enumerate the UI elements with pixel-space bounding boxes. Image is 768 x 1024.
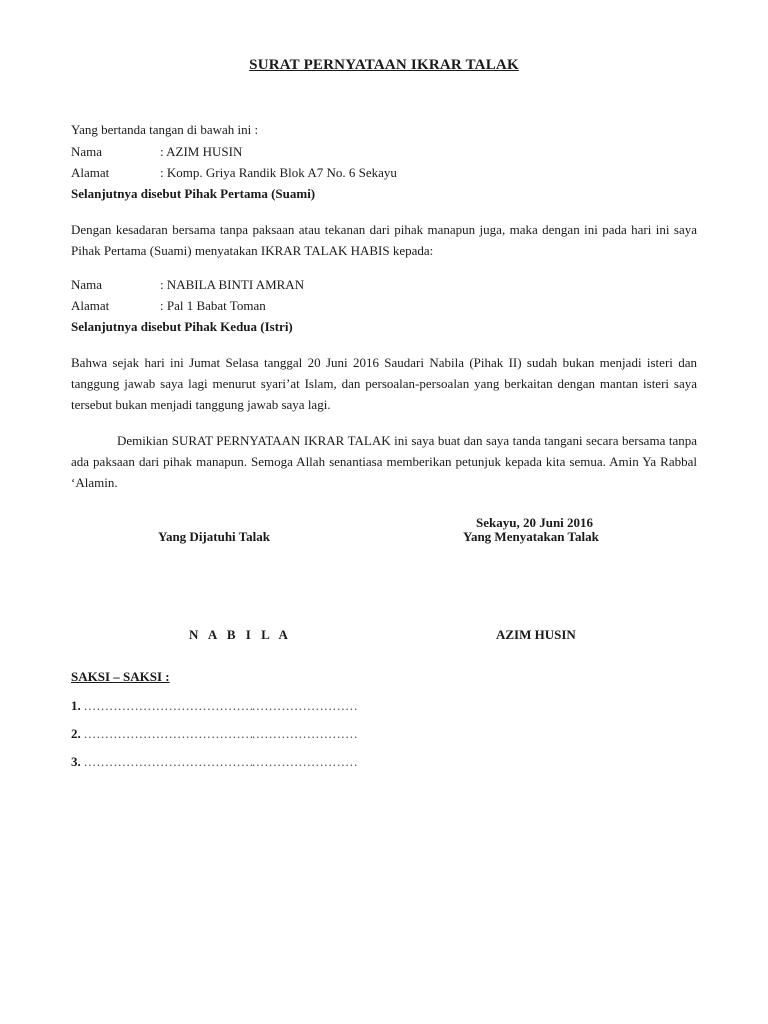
party1-address-value: : Komp. Griya Randik Blok A7 No. 6 Sekayu (160, 165, 397, 180)
witness-name-line: ........................................ (84, 698, 254, 713)
witnesses-heading: SAKSI – SAKSI : (71, 669, 170, 684)
party2-address-value: : Pal 1 Babat Toman (160, 298, 266, 313)
intro-line: Yang bertanda tangan di bawah ini : (71, 122, 259, 137)
witness-row (71, 698, 254, 714)
witness-row (71, 726, 254, 742)
party1-name-value: : AZIM HUSIN (160, 144, 243, 159)
party1-designation: Selanjutnya disebut Pihak Pertama (Suami) (71, 186, 316, 201)
party2-designation: Selanjutnya disebut Pihak Kedua (Istri) (71, 319, 293, 334)
party2-name-value: : NABILA BINTI AMRAN (160, 277, 305, 292)
party1-name-label: Nama (71, 144, 103, 159)
signature-left-label: Yang Dijatuhi Talak (158, 529, 270, 544)
witness-signature-line: ......................... (252, 698, 359, 713)
body-paragraph-2: Demikian SURAT PERNYATAAN IKRAR TALAK ini saya buat dan saya tanda tangani secara bersama tanpa ada paksaan dari pihak manapun. Semoga Allah senantiasa memberikan petunjuk kepada kita semua. Amin Ya Rabbal ‘Alamin. (71, 433, 697, 490)
signature-left-name: N A B I L A (189, 627, 292, 642)
party2-address-label: Alamat (71, 298, 110, 313)
witness-number: 1. (71, 698, 81, 713)
witness-row (71, 754, 254, 770)
document-title: SURAT PERNYATAAN IKRAR TALAK (249, 57, 519, 73)
witness-signature-line: ......................... (252, 726, 359, 741)
party2-name-label: Nama (71, 277, 103, 292)
party1-address-label: Alamat (71, 165, 110, 180)
body-paragraph-1: Bahwa sejak hari ini Jumat Selasa tanggal 20 Juni 2016 Saudari Nabila (Pihak II) sudah bukan menjadi isteri dan tanggung jawab saya lagi menurut syari’at Islam, dan persoalan-persoalan yang berkaitan dengan mantan isteri saya tersebut bukan menjadi tanggung jawab saya lagi. (71, 355, 697, 412)
witness-signature-line: ......................... (252, 754, 359, 769)
witness-name-line: ........................................ (84, 754, 254, 769)
signature-right-name: AZIM HUSIN (496, 627, 576, 642)
witness-name-line: ........................................ (84, 726, 254, 741)
statement-paragraph: Dengan kesadaran bersama tanpa paksaan atau tekanan dari pihak manapun juga, maka dengan ini pada hari ini saya Pihak Pertama (Suami) menyatakan IKRAR TALAK HABIS kepada: (71, 222, 697, 258)
signature-right-label: Yang Menyatakan Talak (463, 529, 599, 544)
witness-number: 3. (71, 754, 81, 769)
signature-place-date: Sekayu, 20 Juni 2016 (476, 515, 594, 530)
witness-number: 2. (71, 726, 81, 741)
